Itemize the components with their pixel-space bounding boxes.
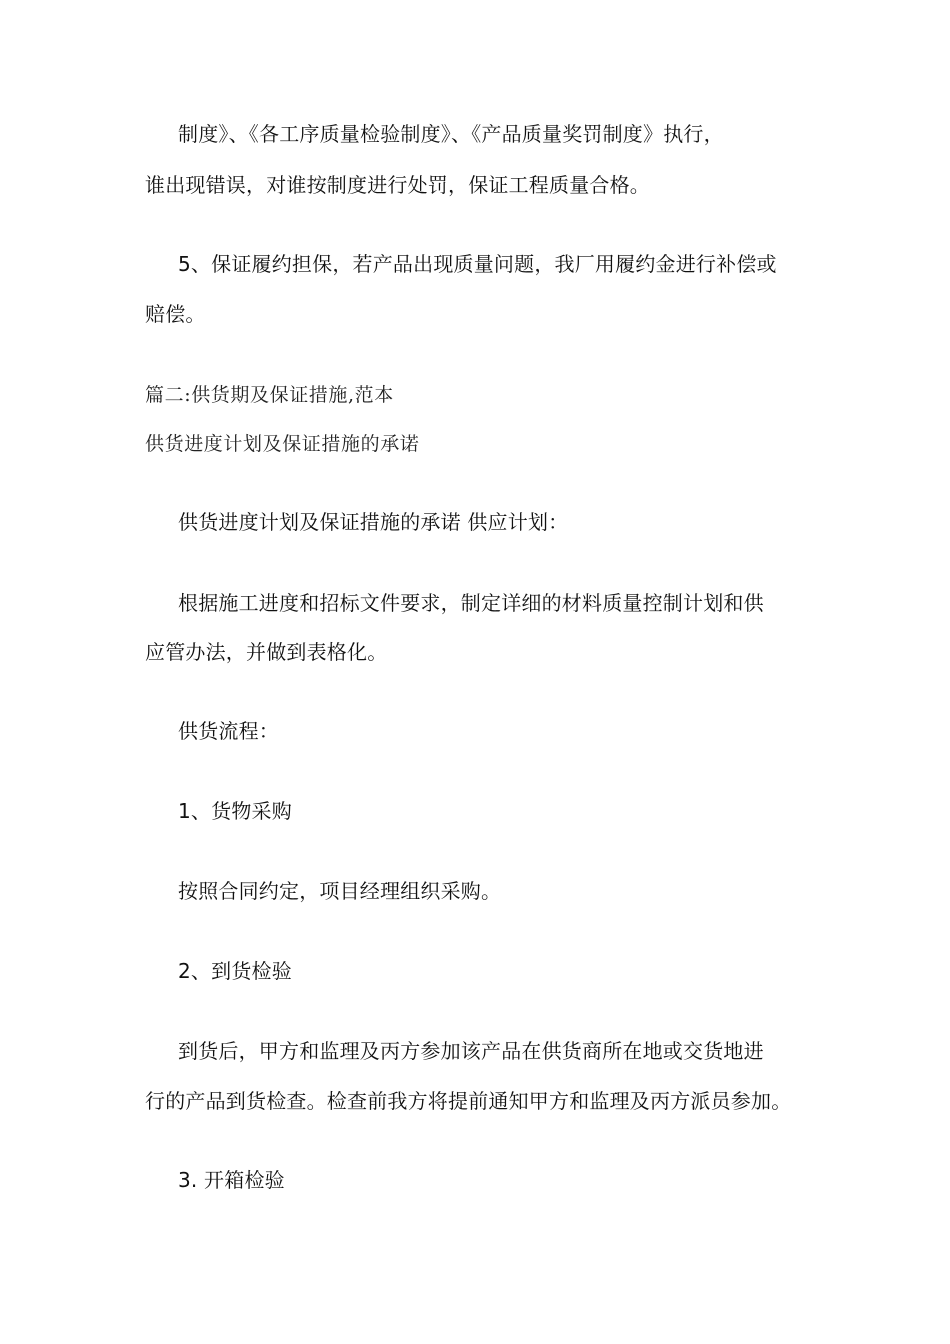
paragraph-line: 谁出现错误，对谁按制度进行处罚，保证工程质量合格。 bbox=[145, 173, 650, 197]
paragraph-line: 供货流程： bbox=[178, 719, 279, 743]
paragraph-line: 根据施工进度和招标文件要求，制定详细的材料质量控制计划和供 bbox=[178, 591, 764, 615]
paragraph-line: 到货后，甲方和监理及丙方参加该产品在供货商所在地或交货地进 bbox=[178, 1039, 764, 1063]
paragraph-line: 供货进度计划及保证措施的承诺 供应计划： bbox=[178, 510, 569, 534]
paragraph-line: 按照合同约定，项目经理组织采购。 bbox=[178, 879, 502, 903]
list-heading: 3. 开箱检验 bbox=[178, 1168, 285, 1192]
paragraph-line: 行的产品到货检查。检查前我方将提前通知甲方和监理及丙方派员参加。 bbox=[145, 1089, 792, 1113]
paragraph-line: 制度》、《各工序质量检验制度》、《产品质量奖罚制度》执行， bbox=[178, 122, 724, 146]
section-subtitle: 供货进度计划及保证措施的承诺 bbox=[145, 433, 420, 455]
paragraph-line: 应管办法，并做到表格化。 bbox=[145, 640, 388, 664]
paragraph-line: 赔偿。 bbox=[145, 302, 206, 326]
list-heading: 1、货物采购 bbox=[178, 799, 292, 823]
list-heading: 2、到货检验 bbox=[178, 959, 292, 983]
paragraph-line: 5、保证履约担保，若产品出现质量问题，我厂用履约金进行补偿或 bbox=[178, 252, 777, 276]
section-title: 篇二:供货期及保证措施,范本 bbox=[145, 384, 394, 406]
